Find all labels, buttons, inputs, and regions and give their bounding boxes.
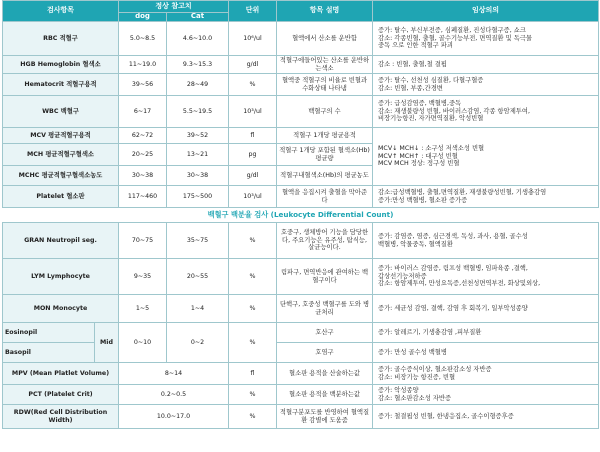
table-row (3, 223, 599, 259)
clinical-note-line: 감소: 재생불량성 빈혈, 바이러스감염, 각종 항암제투여, (378, 107, 530, 115)
cat-range: 175~500 (167, 186, 229, 208)
clinical-note-line: 갑상선기능저하증 (378, 272, 427, 280)
header-normal-ref: 정상 참고치 (119, 1, 229, 13)
table-row (3, 186, 599, 208)
cat-range: 1~4 (167, 295, 229, 323)
item-name: Hematocrit 적혈구용적 (3, 74, 119, 96)
item-name: GRAN Neutropil seg. (3, 223, 119, 259)
unit: % (229, 259, 277, 295)
clinical-note-line: 증가: 골수증식이상, 혈소판감소성 자반증 (378, 365, 492, 373)
clinical-note-line: 감소:급성백혈병, 출혈,면역질환, 재생불량성빈혈, 기생충감염 (378, 188, 547, 196)
dog-range: 30~38 (119, 166, 167, 186)
item-desc: 적혈구 1개당 포함된 혈색소(Hb) 평균량 (277, 144, 373, 166)
item-name: Eosinopil (3, 323, 95, 343)
cat-range: 9.3~15.3 (167, 56, 229, 74)
unit: g/dl (229, 56, 277, 74)
item-name: RDW(Red Cell Distribution Width) (3, 405, 119, 429)
clinical-note-line: MCV MCH 정상: 정구성 빈혈 (378, 160, 460, 168)
item-desc: 적혈구내혈색소(Hb)의 평균농도 (277, 166, 373, 186)
item-desc: 호중구, 생체방어 기능을 담당한다, 주요기능은 유주성, 탐식능,살균능이다. (277, 223, 373, 259)
unit: % (229, 74, 277, 96)
unit: fl (229, 363, 277, 385)
dog-range: 20~25 (119, 144, 167, 166)
clinical-note (373, 363, 599, 385)
table-row (3, 405, 599, 429)
cat-range: 13~21 (167, 144, 229, 166)
clinical-note: 증가: 알레르기, 기생충감염 ,피부질환 (373, 323, 599, 343)
header-cat: Cat (167, 13, 229, 22)
table-row (3, 385, 599, 405)
clinical-note-line: 증가: 탈수, 선천성 심질환, 다혈구혈증 (378, 76, 484, 84)
item-desc: 혈액중 적혈구의 비율로 빈혈과 수화상태 나타냄 (277, 74, 373, 96)
item-name: MON Monocyte (3, 295, 119, 323)
clinical-note (373, 22, 599, 56)
unit: % (229, 405, 277, 429)
header-item: 검사항목 (3, 1, 119, 22)
clinical-note (373, 295, 599, 323)
clinical-note-line: 백혈병, 악물중독, 혈액질환 (378, 240, 453, 248)
item-desc: 림파구, 면역반응에 관여하는 백혈구이다 (277, 259, 373, 295)
dog-range: 0~10 (119, 323, 167, 363)
dog-range: 5.0~8.5 (119, 22, 167, 56)
item-desc: 적혈구분포도를 반영하여 혈액질환 감별에 도움줌 (277, 405, 373, 429)
dog-range: 1~5 (119, 295, 167, 323)
dog-range: 6~17 (119, 96, 167, 128)
clinical-note-line: 감소: 항암제투여, 만성요독증,선천성면역부전, 화상및외상, (378, 280, 541, 288)
item-name: RBC 적혈구 (3, 22, 119, 56)
item-desc: 적혈구 1개당 평균용적 (277, 128, 373, 144)
table-row (3, 343, 599, 363)
cat-range: 28~49 (167, 74, 229, 96)
table-row (3, 74, 599, 96)
cat-range: 4.6~10.0 (167, 22, 229, 56)
unit: % (229, 295, 277, 323)
unit: 10³/ul (229, 186, 277, 208)
cbc-reference-table (2, 0, 599, 429)
table-row (3, 56, 599, 74)
clinical-note-line: 중독 으로 인한 적혈구 파괴 (378, 42, 453, 50)
item-name: WBC 백혈구 (3, 96, 119, 128)
dog-range: 117~460 (119, 186, 167, 208)
item-desc: 호염구 (277, 343, 373, 363)
clinical-note-line: 증가: 세균성 감염, 결핵, 감염 후 회복기, 일부악성종양 (378, 304, 528, 312)
item-desc: 단핵구, 호중성 백혈구를 도와 병균처리 (277, 295, 373, 323)
clinical-note-line: 감소: 혈소판감소성 자반증 (378, 394, 452, 402)
cat-range: 5.5~19.5 (167, 96, 229, 128)
unit: 10⁶/ul (229, 22, 277, 56)
unit: 10³/ul (229, 96, 277, 128)
range: 10.0~17.0 (119, 405, 229, 429)
table-row (3, 323, 599, 343)
header-desc: 항목 설명 (277, 1, 373, 22)
dog-range: 39~56 (119, 74, 167, 96)
item-name: LYM Lymphocyte (3, 259, 119, 295)
clinical-note (373, 56, 599, 74)
cat-range: 0~2 (167, 323, 229, 363)
range: 0.2~0.5 (119, 385, 229, 405)
item-desc: 적혈구에들어있는 산소를 운반하는색소 (277, 56, 373, 74)
range: 8~14 (119, 363, 229, 385)
unit: g/dl (229, 166, 277, 186)
cat-range: 35~75 (167, 223, 229, 259)
clinical-note (373, 223, 599, 259)
header-row (3, 1, 599, 13)
item-desc: 백혈구의 수 (277, 96, 373, 128)
mid-label: Mid (95, 323, 119, 363)
clinical-note-line: 증가: 악성종양 (378, 386, 419, 394)
clinical-note-line: 증가: 바이러스 감염증, 림프성 백혈병, 임파육종 ,결핵, (378, 265, 528, 273)
clinical-note-line: 감소: 각종빈혈, 출혈, 골수기능부전, 면역질환 및 독극물 (378, 34, 532, 42)
clinical-note-line: 감소: 빈혈, 부종,간경변 (378, 84, 443, 92)
unit: % (229, 385, 277, 405)
header-dog: dog (119, 13, 167, 22)
clinical-note (373, 128, 599, 186)
item-desc: 혈소판 용적을 산술하는값 (277, 363, 373, 385)
clinical-note-line: 증가: 감염증, 염증, 심근경색, 독성, 과사, 용혈, 골수성 (378, 232, 528, 240)
item-desc: 호산구 (277, 323, 373, 343)
dog-range: 62~72 (119, 128, 167, 144)
unit: fl (229, 128, 277, 144)
clinical-note (373, 259, 599, 295)
unit: % (229, 323, 277, 363)
item-name: MPV (Mean Platlet Volume) (3, 363, 119, 385)
clinical-note-line: MCV↑ MCH↑ : 대구성 빈혈 (378, 152, 458, 160)
clinical-note (373, 96, 599, 128)
dog-range: 11~19.0 (119, 56, 167, 74)
unit: % (229, 223, 277, 259)
clinical-note-line: 증가: 급성감염증, 백혈병,중독 (378, 100, 462, 108)
clinical-note-line: 증가: 탈수, 부신부전증, 심폐질환, 진성다혈구증, 쇼크 (378, 27, 526, 35)
header-clinical: 임상의의 (373, 1, 599, 22)
table-row (3, 363, 599, 385)
item-name: Basopil (3, 343, 95, 363)
item-desc: 혈액을 응집시켜 출혈을 막아준다 (277, 186, 373, 208)
item-name: MCV 평균적혈구용적 (3, 128, 119, 144)
item-name: Platelet 혈소판 (3, 186, 119, 208)
cat-range: 39~52 (167, 128, 229, 144)
dog-range: 9~35 (119, 259, 167, 295)
clinical-note (373, 186, 599, 208)
item-desc: 혈액에서 산소를 운반함 (277, 22, 373, 56)
section-title: 백혈구 백분율 검사 (Leukocyte Differential Count) (207, 210, 394, 219)
table-row (3, 22, 599, 56)
dog-range: 70~75 (119, 223, 167, 259)
section-row (3, 208, 599, 223)
table-row (3, 259, 599, 295)
clinical-note-line: 감소 : 빈혈, 출혈,철 결핍 (378, 60, 447, 68)
clinical-note-line: MCV↓ MCH↓ : 소구성 저색소성 빈혈 (378, 145, 485, 153)
table-row (3, 295, 599, 323)
cat-range: 30~38 (167, 166, 229, 186)
item-name: HGB Hemoglobin 혈색소 (3, 56, 119, 74)
clinical-note-line: 비장기능항진, 자가면역질환, 악성빈혈 (378, 115, 484, 123)
clinical-note-line: 감소: 비장기능 항진증, 빈혈 (378, 373, 456, 381)
clinical-note (373, 405, 599, 429)
unit: pg (229, 144, 277, 166)
clinical-note (373, 74, 599, 96)
clinical-note (373, 385, 599, 405)
clinical-note-line: 증가:만성 백혈병, 혈소판 증가증 (378, 196, 468, 204)
item-name: MCHC 평균적혈구혈색소농도 (3, 166, 119, 186)
cat-range: 20~55 (167, 259, 229, 295)
header-unit: 단위 (229, 1, 277, 22)
table-row (3, 96, 599, 128)
clinical-note: 증가: 만성 골수성 백혈병 (373, 343, 599, 363)
item-name: MCH 평균적혈구혈색소 (3, 144, 119, 166)
item-desc: 혈소판 용적을 백분하는값 (277, 385, 373, 405)
clinical-note-line: 증가: 철결핍성 빈혈, 한냉응집소, 골수이형증후증 (378, 412, 514, 420)
item-name: PCT (Platelet Crit) (3, 385, 119, 405)
table-row (3, 128, 599, 144)
